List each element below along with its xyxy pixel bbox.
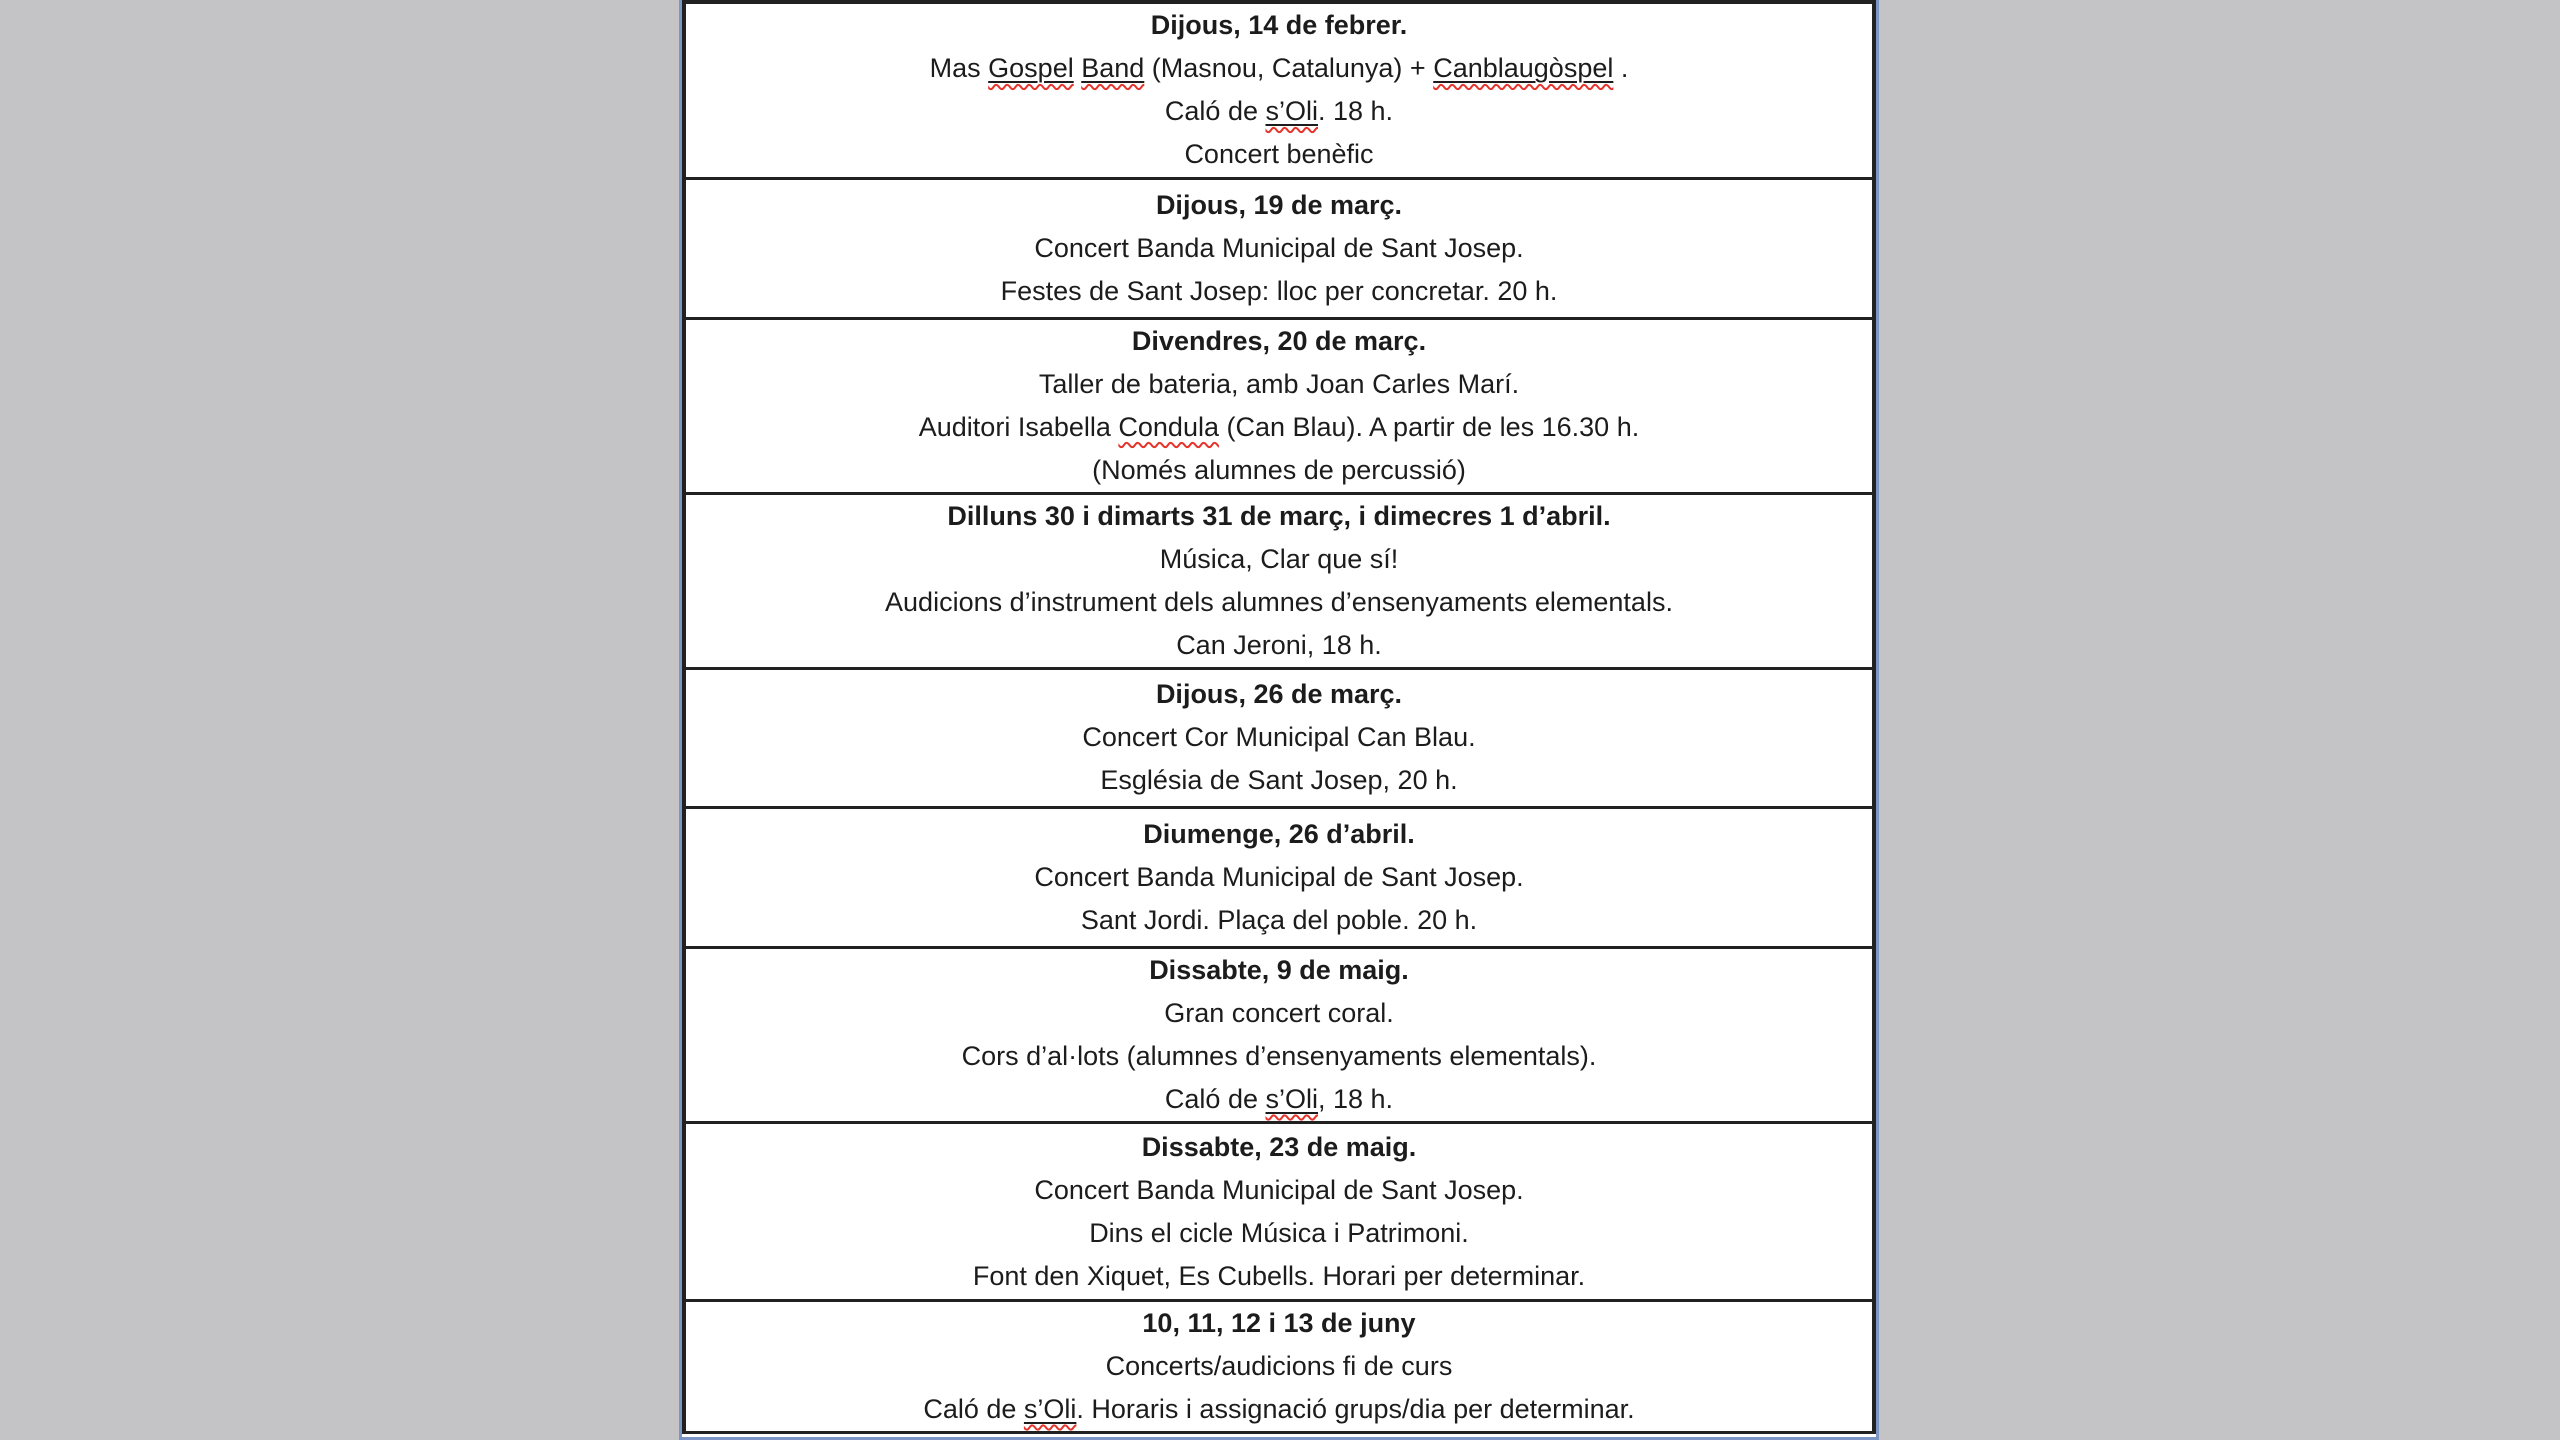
text-run: Gran concert coral.	[1164, 998, 1394, 1029]
text-run: Dins el cicle Música i Patrimoni.	[1089, 1217, 1469, 1248]
text-run: (Can Blau). A partir de les 16.30 h.	[1218, 411, 1640, 442]
event-detail	[686, 363, 1872, 406]
misspelled-word	[1266, 96, 1319, 126]
event-date: Diumenge, 26 d’abril.	[1143, 819, 1415, 850]
misspelled-word	[1024, 1394, 1077, 1424]
page-inner	[682, 0, 1876, 1437]
text-run: Mas	[929, 53, 989, 84]
text-run: (Masnou, Catalunya) +	[1144, 53, 1434, 84]
event-row	[686, 1302, 1872, 1431]
misspelled-word	[1266, 1084, 1319, 1114]
event-row	[686, 320, 1872, 495]
text-run: Taller de bateria, amb Joan Carles Marí.	[1038, 368, 1520, 399]
event-detail	[686, 406, 1872, 449]
event-detail	[686, 90, 1872, 133]
event-date: Dissabte, 23 de maig.	[1141, 1131, 1417, 1162]
misspelled-word	[1081, 53, 1144, 83]
event-detail	[686, 1169, 1872, 1212]
event-detail	[686, 1345, 1872, 1388]
text-run: Concert Banda Municipal de Sant Josep.	[1034, 232, 1524, 263]
event-detail	[686, 1255, 1872, 1298]
event-row	[686, 809, 1872, 949]
event-detail	[686, 227, 1872, 270]
event-detail	[686, 1078, 1872, 1121]
text-run: Caló de	[923, 1393, 1024, 1424]
event-detail	[686, 1212, 1872, 1255]
event-detail	[686, 47, 1872, 90]
text-run: Cors d’al·lots (alumnes d’ensenyaments elementals).	[961, 1041, 1597, 1072]
event-date: 10, 11, 12 i 13 de juny	[1142, 1307, 1416, 1338]
events-table	[682, 0, 1876, 1434]
text-run: Font den Xiquet, Es Cubells. Horari per determinar.	[972, 1260, 1586, 1291]
event-detail	[686, 538, 1872, 581]
misspelled-word: s’Oli	[1265, 1084, 1318, 1115]
event-row	[686, 949, 1872, 1124]
text-run: Audicions d’instrument dels alumnes d’ensenyaments elementals.	[885, 586, 1673, 617]
event-date: Divendres, 20 de març.	[1131, 325, 1427, 356]
misspelled-word: Gospel	[988, 53, 1074, 84]
text-run: Concert benèfic	[1184, 139, 1374, 170]
event-date: Dissabte, 9 de maig.	[1149, 955, 1409, 986]
text-run: Festes de Sant Josep: lloc per concretar. 20 h.	[1000, 275, 1558, 306]
event-date: Dijous, 14 de febrer.	[1150, 10, 1408, 41]
event-row	[686, 495, 1872, 670]
page	[679, 0, 1879, 1440]
event-detail	[686, 1035, 1872, 1078]
text-run: Concert Cor Municipal Can Blau.	[1082, 722, 1476, 753]
event-detail	[686, 759, 1872, 802]
event-detail	[686, 899, 1872, 942]
misspelled-word	[1433, 53, 1613, 83]
misspelled-word: Canblaugòspel	[1433, 53, 1614, 84]
event-row	[686, 1124, 1872, 1302]
event-row	[686, 670, 1872, 810]
event-detail	[686, 856, 1872, 899]
event-date: Dilluns 30 i dimarts 31 de març, i dimecres 1 d’abril.	[947, 500, 1611, 531]
event-detail	[686, 581, 1872, 624]
misspelled-word: Band	[1081, 53, 1145, 84]
event-row	[686, 180, 1872, 320]
event-detail	[686, 133, 1872, 176]
event-detail	[686, 449, 1872, 492]
text-run: Concerts/audicions fi de curs	[1105, 1350, 1453, 1381]
text-run: Concert Banda Municipal de Sant Josep.	[1034, 1174, 1524, 1205]
text-run: . Horaris i assignació grups/dia per determinar.	[1076, 1393, 1635, 1424]
misspelled-word: s’Oli	[1265, 96, 1318, 127]
text-run: Concert Banda Municipal de Sant Josep.	[1034, 862, 1524, 893]
text-run: Auditori Isabella	[918, 411, 1119, 442]
event-detail	[686, 992, 1872, 1035]
text-run: Església de Sant Josep, 20 h.	[1100, 765, 1458, 796]
event-date: Dijous, 26 de març.	[1155, 679, 1403, 710]
misspelled-word: s’Oli	[1023, 1393, 1077, 1424]
text-run: Caló de	[1164, 96, 1266, 127]
event-date: Dijous, 19 de març.	[1155, 189, 1403, 220]
event-detail	[686, 1388, 1872, 1431]
text-run: , 18 h.	[1318, 1084, 1394, 1115]
misspelled-word: Condula	[1118, 411, 1219, 442]
text-run: .	[1613, 53, 1629, 84]
event-row	[686, 4, 1872, 180]
event-detail	[686, 270, 1872, 313]
event-detail	[686, 716, 1872, 759]
text-run: (Només alumnes de percussió)	[1092, 454, 1466, 485]
event-detail	[686, 624, 1872, 667]
text-run: Caló de	[1164, 1084, 1266, 1115]
text-run: Can Jeroni, 18 h.	[1176, 629, 1382, 660]
misspelled-word	[988, 53, 1074, 83]
text-run: . 18 h.	[1318, 96, 1394, 127]
text-run: Sant Jordi. Plaça del poble. 20 h.	[1080, 905, 1478, 936]
text-run: Música, Clar que sí!	[1159, 543, 1399, 574]
